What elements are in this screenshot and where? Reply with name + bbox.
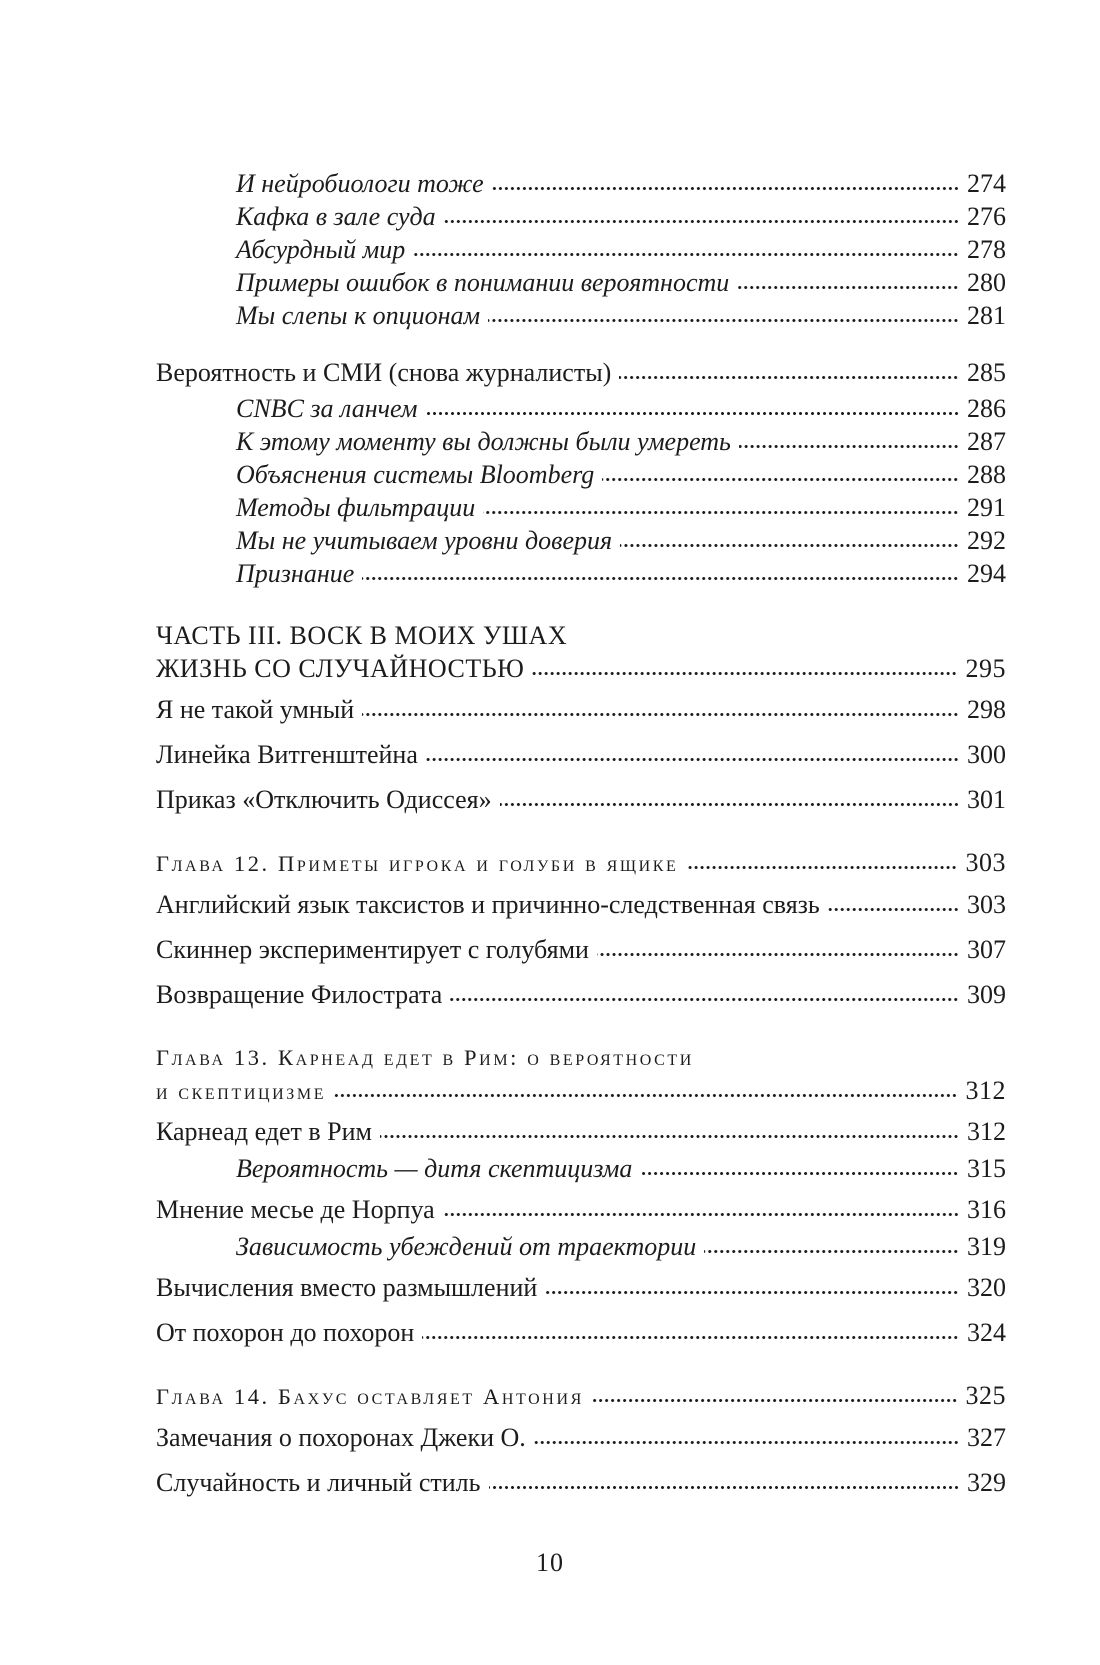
- toc-entry-title: Линейка Витгенштейна: [156, 740, 418, 769]
- toc-entry-page: 287: [967, 427, 1006, 456]
- toc-entry: [156, 888, 1006, 922]
- chapter-title-continued: и скептицизме: [156, 1079, 327, 1104]
- toc-entry-page: 300: [967, 740, 1006, 769]
- toc-entry-page: 325: [965, 1381, 1006, 1410]
- toc-entry-title: Вероятность — дитя скептицизма: [236, 1154, 633, 1183]
- toc-entry-page: 329: [967, 1468, 1006, 1497]
- toc-entry: [236, 233, 1006, 267]
- toc-entry-page: 309: [967, 980, 1006, 1009]
- dot-leader: [640, 1171, 959, 1176]
- toc-entry: [156, 652, 1006, 686]
- toc-entry-page: 280: [967, 268, 1006, 297]
- dot-leader: [422, 1335, 959, 1340]
- toc-entry-page: 291: [967, 493, 1006, 522]
- toc-entry-page: 312: [965, 1076, 1006, 1105]
- toc-entry: [236, 266, 1006, 300]
- toc-entry-page: 327: [967, 1423, 1006, 1452]
- toc-entry: [236, 557, 1006, 591]
- toc-entry-page: 288: [967, 460, 1006, 489]
- toc-entry-page: 319: [967, 1232, 1006, 1261]
- toc-entry-page: 324: [967, 1318, 1006, 1347]
- toc-entry: [236, 491, 1006, 525]
- toc-entry-title: Примеры ошибок в понимании вероятности: [236, 268, 730, 297]
- dot-leader: [334, 1093, 957, 1098]
- dot-leader: [362, 576, 959, 581]
- toc-entry: [236, 167, 1006, 201]
- dot-leader: [597, 952, 959, 957]
- toc-entry-title: Абсурдный мир: [236, 235, 406, 264]
- page-number: 10: [536, 1548, 564, 1577]
- toc-entry-title: Признание: [236, 559, 355, 588]
- dot-leader: [532, 671, 957, 676]
- toc-entry-title: И нейробиологи тоже: [236, 169, 484, 198]
- toc-entry: [156, 978, 1006, 1012]
- toc-entry-title: Методы фильтрации: [236, 493, 476, 522]
- toc-entry-title: От похорон до похорон: [156, 1318, 415, 1347]
- toc-entry-title: Скиннер экспериментирует с голубями: [156, 935, 589, 964]
- dot-leader: [483, 510, 959, 515]
- toc-entry: [156, 356, 1006, 390]
- toc-entry-page: 320: [967, 1273, 1006, 1302]
- toc-entry: [236, 1152, 1006, 1186]
- toc-entry-page: 278: [967, 235, 1006, 264]
- chapter-title: Глава 14. Бахус оставляет Антония: [156, 1384, 584, 1409]
- toc-entry-title: К этому моменту вы должны были умереть: [236, 427, 731, 456]
- toc-entry-page: 301: [967, 785, 1006, 814]
- dot-leader: [443, 1212, 959, 1217]
- toc-entry: [156, 1115, 1006, 1149]
- toc-entry: [236, 200, 1006, 234]
- toc-entry-page: 276: [967, 202, 1006, 231]
- dot-leader: [426, 757, 959, 762]
- toc-entry-page: 285: [967, 358, 1006, 387]
- toc-entry-title: Зависимость убеждений от траектории: [236, 1232, 697, 1261]
- toc-entry-title: Мнение месье де Норпуа: [156, 1195, 435, 1224]
- toc-entry-page: 312: [967, 1117, 1006, 1146]
- dot-leader: [737, 285, 959, 290]
- dot-leader: [500, 802, 959, 807]
- dot-leader: [620, 543, 959, 548]
- toc-entry-title: Я не такой умный: [156, 695, 355, 724]
- toc-entry: [156, 738, 1006, 772]
- toc-entry-page: 315: [967, 1154, 1006, 1183]
- dot-leader: [704, 1249, 959, 1254]
- toc-entry-page: 292: [967, 526, 1006, 555]
- toc-entry-page: 303: [965, 848, 1006, 877]
- dot-leader: [534, 1440, 959, 1445]
- chapter-title: Глава 13. Карнеад едет в Рим: о вероятности: [156, 1045, 694, 1070]
- chapter-entry: [156, 1379, 1006, 1413]
- toc-entry: [156, 933, 1006, 967]
- dot-leader: [413, 252, 959, 257]
- toc-entry-title: Вероятность и СМИ (снова журналисты): [156, 358, 612, 387]
- toc-entry-page: 307: [967, 935, 1006, 964]
- toc-entry-title: Случайность и личный стиль: [156, 1468, 481, 1497]
- toc-entry: [236, 458, 1006, 492]
- toc-entry: [156, 693, 1006, 727]
- dot-leader: [488, 318, 959, 323]
- dot-leader: [602, 477, 959, 482]
- toc-entry-page: 274: [967, 169, 1006, 198]
- toc-entry: [156, 1271, 1006, 1305]
- toc-entry-page: 316: [967, 1195, 1006, 1224]
- toc-entry-page: 281: [967, 301, 1006, 330]
- part-title: ЧАСТЬ III. ВОСК В МОИХ УШАХ: [156, 621, 568, 650]
- dot-leader: [592, 1398, 958, 1403]
- toc-entry-page: 295: [965, 654, 1006, 683]
- toc-entry: [156, 1193, 1006, 1227]
- dot-leader: [444, 219, 959, 224]
- toc-entry-page: 298: [967, 695, 1006, 724]
- toc-entry-title: Английский язык таксистов и причинно-следственная связь: [156, 890, 820, 919]
- dot-leader: [380, 1134, 959, 1139]
- toc-entry: [236, 524, 1006, 558]
- toc-entry-title: Кафка в зале суда: [236, 202, 436, 231]
- chapter-entry: [156, 846, 1006, 880]
- dot-leader: [545, 1290, 959, 1295]
- dot-leader: [828, 907, 959, 912]
- toc-entry-title: ЖИЗНЬ СО СЛУЧАЙНОСТЬЮ: [156, 654, 525, 683]
- dot-leader: [686, 865, 957, 870]
- toc-entry-page: 303: [967, 890, 1006, 919]
- toc-entry: [156, 783, 1006, 817]
- dot-leader: [362, 712, 959, 717]
- toc-entry-title: Мы не учитываем уровни доверия: [236, 526, 613, 555]
- toc-entry-title: CNBC за ланчем: [236, 394, 418, 423]
- toc-entry: [236, 1230, 1006, 1264]
- toc-entry-title: Вычисления вместо размышлений: [156, 1273, 538, 1302]
- toc-entry: [236, 299, 1006, 333]
- toc-entry: [236, 425, 1006, 459]
- dot-leader: [492, 186, 959, 191]
- chapter-title: Глава 12. Приметы игрока и голуби в ящике: [156, 851, 679, 876]
- toc-entry: [156, 1421, 1006, 1455]
- toc-entry-title: Замечания о похоронах Джеки О.: [156, 1423, 526, 1452]
- toc-entry: [156, 1316, 1006, 1350]
- toc-entry-title: Карнеад едет в Рим: [156, 1117, 373, 1146]
- toc-entry-page: 294: [967, 559, 1006, 588]
- toc-entry-title: Возвращение Филострата: [156, 980, 443, 1009]
- toc-entry: [156, 1466, 1006, 1500]
- dot-leader: [450, 997, 959, 1002]
- dot-leader: [489, 1485, 960, 1490]
- toc-entry: [236, 392, 1006, 426]
- toc-entry-title: Объяснения системы Bloomberg: [236, 460, 595, 489]
- toc-entry-page: 286: [967, 394, 1006, 423]
- toc-entry-title: Мы слепы к опционам: [236, 301, 481, 330]
- dot-leader: [619, 375, 959, 380]
- dot-leader: [426, 411, 960, 416]
- toc-entry-title: Приказ «Отключить Одиссея»: [156, 785, 492, 814]
- dot-leader: [739, 444, 959, 449]
- chapter-entry: [156, 1074, 1006, 1108]
